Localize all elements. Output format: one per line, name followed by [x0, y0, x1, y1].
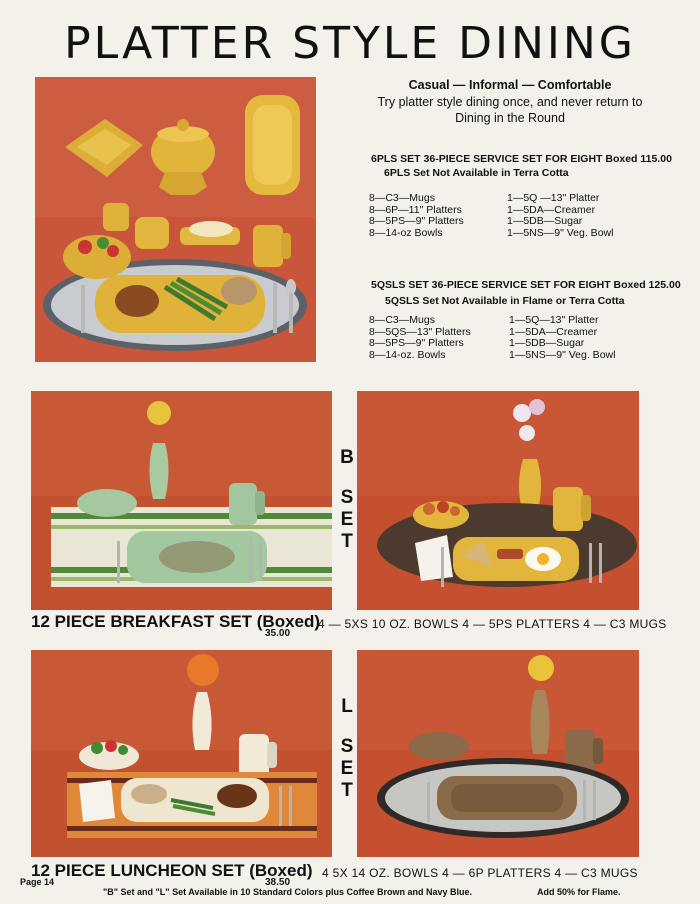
list-item: 1—5DB—Sugar: [507, 215, 583, 228]
list-item: 8—6P—11" Platters: [369, 203, 462, 216]
list-item: 1—5Q—13" Platter: [509, 314, 599, 326]
set-6pls-heading: 6PLS SET 36-PIECE SERVICE SET FOR EIGHT Boxed 115.00: [371, 153, 672, 165]
set-5qsls-left-items: [369, 315, 471, 361]
set-6pls-left-items: [369, 193, 464, 239]
flame-note: Add 50% for Flame.: [537, 887, 621, 897]
list-item: 1—5DA—Creamer: [509, 325, 598, 338]
b-set-letter: E: [340, 509, 354, 530]
list-item: 1—5DB—Sugar: [509, 337, 585, 350]
luncheon-brown-photo: [357, 650, 639, 857]
l-set-letter: E: [340, 758, 354, 779]
l-set-letter: L: [341, 696, 353, 717]
list-item: 8—C3—Mugs: [369, 314, 435, 326]
intro-line: Dining in the Round: [455, 111, 565, 125]
intro-line: Try platter style dining once, and never return to: [377, 95, 643, 109]
intro-tagline: Casual — Informal — Comfortable: [408, 78, 612, 92]
list-item: 8—14-oz Bowls: [369, 226, 443, 239]
breakfast-set-price: 35.00: [265, 628, 291, 639]
luncheon-set-title: 12 PIECE LUNCHEON SET (Boxed): [31, 861, 313, 880]
list-item: 1—5NS—9" Veg. Bowl: [509, 348, 616, 361]
l-set-letter: T: [341, 780, 353, 801]
set-5qsls-heading: 5QSLS SET 36-PIECE SERVICE SET FOR EIGHT Boxed 125.00: [371, 279, 681, 291]
list-item: 8—14-oz. Bowls: [369, 348, 446, 361]
breakfast-green-photo: [31, 391, 332, 610]
list-item: 8—5PS—9" Platters: [369, 215, 464, 228]
availability-note: "B" Set and "L" Set Available in 10 Standard Colors plus Coffee Brown and Navy Blue.: [103, 887, 472, 897]
set-5qsls-note: 5QSLS Set Not Available in Flame or Terra Cotta: [385, 295, 625, 307]
set-5qsls-right-items: [509, 315, 615, 361]
breakfast-yellow-photo: [357, 391, 639, 610]
luncheon-set-price: 38.50: [265, 877, 291, 888]
yellow-set-photo: [35, 77, 316, 362]
list-item: 1—5Q —13" Platter: [507, 192, 600, 204]
list-item: 8—C3—Mugs: [369, 192, 435, 204]
list-item: 1—5DA—Creamer: [507, 203, 596, 216]
luncheon-cream-photo: [31, 650, 332, 857]
set-6pls-right-items: [507, 193, 613, 239]
b-set-letter: T: [341, 531, 353, 552]
b-set-vertical-label: [337, 447, 357, 553]
luncheon-set-contents: 4 5X 14 OZ. BOWLS 4 — 6P PLATTERS 4 — C3 MUGS: [322, 866, 638, 880]
intro-text: [365, 94, 655, 126]
list-item: 1—5NS—9" Veg. Bowl: [507, 226, 614, 239]
list-item: 8—5PS—9" Platters: [369, 337, 464, 350]
set-6pls-note: 6PLS Set Not Available in Terra Cotta: [384, 167, 569, 179]
page-title: PLATTER STYLE DINING: [64, 18, 636, 69]
l-set-letter: S: [340, 736, 354, 757]
breakfast-set-contents: 4 — 5XS 10 OZ. BOWLS 4 — 5PS PLATTERS 4 — C3 MUGS: [318, 617, 667, 631]
b-set-letter: B: [340, 447, 354, 468]
l-set-vertical-label: [337, 696, 357, 802]
list-item: 8—5QS—13" Platters: [369, 325, 471, 338]
b-set-letter: S: [340, 487, 354, 508]
breakfast-set-title: 12 PIECE BREAKFAST SET (Boxed): [31, 612, 321, 631]
page-number: Page 14: [20, 877, 55, 887]
